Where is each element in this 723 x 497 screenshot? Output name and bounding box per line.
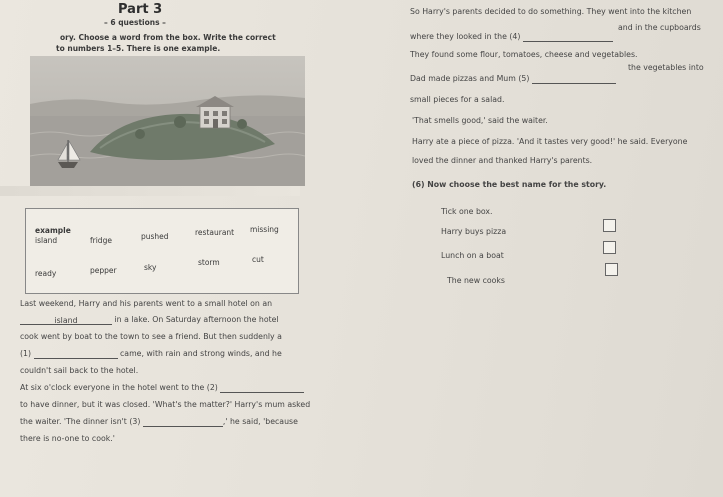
tick-box-option-1[interactable] bbox=[603, 219, 616, 232]
word-sky: sky bbox=[144, 263, 157, 272]
island-illustration bbox=[30, 56, 305, 186]
story-line-1: Last weekend, Harry and his parents went to a small hotel on an bbox=[20, 299, 273, 308]
right-line-4 bbox=[410, 73, 616, 84]
island-scene-icon bbox=[30, 56, 305, 186]
word-example-island: island bbox=[35, 236, 58, 245]
instruction-line-2: to numbers 1–5. There is one example. bbox=[56, 44, 221, 53]
right-line-5: small pieces for a salad. bbox=[410, 95, 505, 104]
right-line-7: Harry ate a piece of pizza. 'And it tastes very good!' he said. Everyone bbox=[412, 137, 688, 146]
story-line-6 bbox=[20, 382, 304, 393]
example-label: example bbox=[35, 226, 71, 235]
tick-box-option-3[interactable] bbox=[605, 263, 618, 276]
q6-instruction: (6) Now choose the best name for the story. bbox=[412, 180, 607, 189]
story-line-4-text: came, with rain and strong winds, and he bbox=[120, 349, 282, 358]
answer-example-blank bbox=[20, 315, 112, 325]
right-line-2 bbox=[410, 31, 613, 42]
right-line-6: 'That smells good,' said the waiter. bbox=[412, 116, 548, 125]
story-line-4 bbox=[20, 348, 282, 359]
questions-count: – 6 questions – bbox=[104, 18, 166, 27]
right-line-1: So Harry's parents decided to do something. They went into the kitchen bbox=[410, 7, 692, 16]
word-storm: storm bbox=[198, 258, 220, 267]
option-harry-buys-pizza: Harry buys pizza bbox=[441, 227, 507, 236]
story-line-8-end: ,' he said, 'because bbox=[222, 417, 298, 426]
word-pushed: pushed bbox=[141, 232, 169, 241]
answer-2-blank[interactable] bbox=[220, 383, 304, 393]
story-line-7: to have dinner, but it was closed. 'What's the matter?' Harry's mum asked bbox=[20, 400, 311, 409]
word-missing: missing bbox=[250, 225, 279, 234]
story-line-3: cook went by boat to the town to see a friend. But then suddenly a bbox=[20, 332, 282, 341]
right-line-8: loved the dinner and thanked Harry's parents. bbox=[412, 156, 593, 165]
story-line-6-text: At six o'clock everyone in the hotel went to the (2) bbox=[20, 383, 218, 392]
answer-1-blank[interactable] bbox=[34, 349, 118, 359]
story-line-2 bbox=[20, 314, 279, 325]
word-box bbox=[25, 208, 299, 294]
answer-3-blank[interactable] bbox=[143, 417, 223, 427]
option-lunch-on-a-boat: Lunch on a boat bbox=[441, 251, 504, 260]
tick-one-box-label: Tick one box. bbox=[441, 207, 493, 216]
right-line-3: They found some flour, tomatoes, cheese and vegetables. bbox=[410, 50, 638, 59]
answer-example-text: island bbox=[54, 316, 78, 325]
story-line-8-text: the waiter. 'The dinner isn't (3) bbox=[20, 417, 141, 426]
option-the-new-cooks: The new cooks bbox=[447, 276, 505, 285]
right-line-2-text: where they looked in the (4) bbox=[410, 32, 521, 41]
story-line-5: couldn't sail back to the hotel. bbox=[20, 366, 139, 375]
story-line-8 bbox=[20, 416, 298, 427]
right-line-4-text: Dad made pizzas and Mum (5) bbox=[410, 74, 530, 83]
word-ready: ready bbox=[35, 269, 57, 278]
right-line-4-end: the vegetables into bbox=[628, 63, 704, 72]
story-line-2-text: in a lake. On Saturday afternoon the hotel bbox=[114, 315, 279, 324]
right-line-2-end: and in the cupboards bbox=[618, 23, 701, 32]
story-line-9: there is no-one to cook.' bbox=[20, 434, 115, 443]
answer-4-blank[interactable] bbox=[523, 32, 613, 42]
word-restaurant: restaurant bbox=[195, 228, 235, 237]
instruction-line-1: ory. Choose a word from the box. Write the correct bbox=[60, 33, 276, 42]
illustration-shadow bbox=[0, 186, 300, 196]
word-pepper: pepper bbox=[90, 266, 117, 275]
word-cut: cut bbox=[252, 255, 264, 264]
q1-label: (1) bbox=[20, 349, 32, 358]
answer-5-blank[interactable] bbox=[532, 74, 616, 84]
tick-box-option-2[interactable] bbox=[603, 241, 616, 254]
part-title: Part 3 bbox=[118, 2, 163, 17]
word-fridge: fridge bbox=[90, 236, 112, 245]
